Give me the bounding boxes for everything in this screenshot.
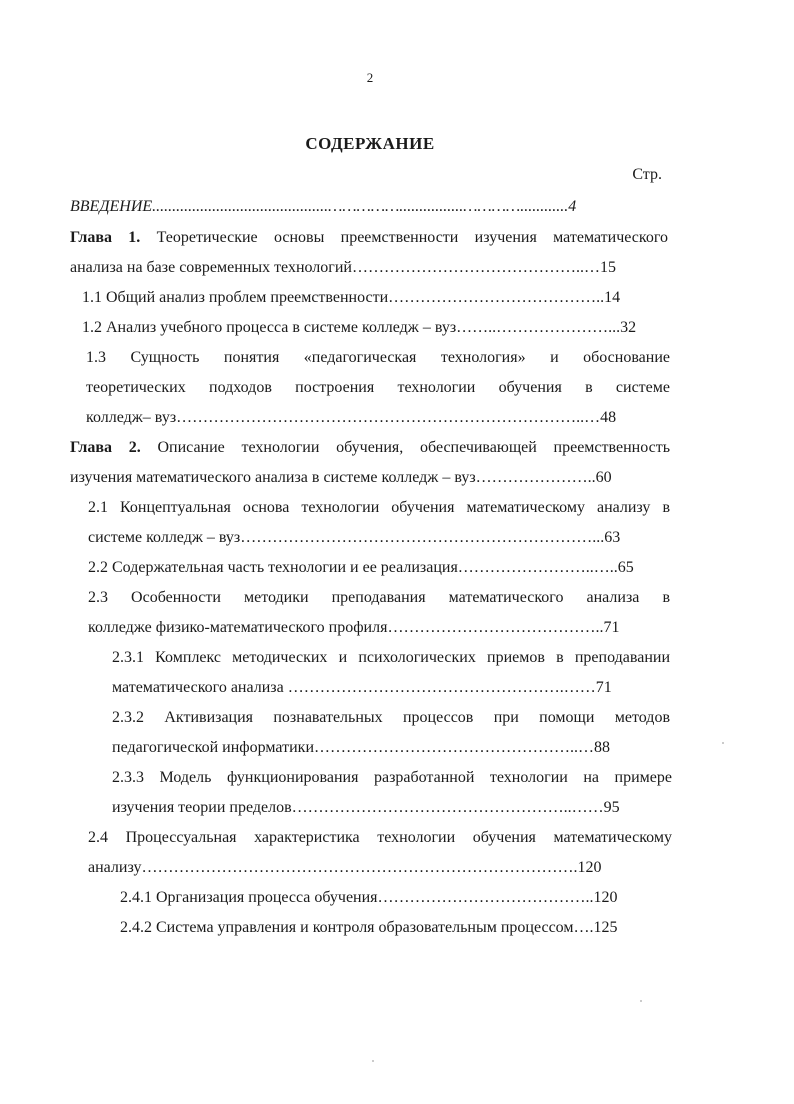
toc-entry-2-1: 2.1 Концептуальная основа технологии обучения математическому анализу в xyxy=(88,499,670,516)
toc-entry-2-3-1-cont: математического анализа …………………………………………….……71 xyxy=(112,679,612,696)
toc-entry-1-3-end: колледж– вуз…………………………………………………………………..…48 xyxy=(86,409,617,426)
toc-entry-1-2: 1.2 Анализ учебного процесса в системе колледж – вуз……..…………………...32 xyxy=(82,319,637,336)
chapter-1-label: Глава 1. xyxy=(70,229,141,246)
toc-entry-intro: ВВЕДЕНИЕ............................................……………................…………............4 xyxy=(70,198,577,215)
toc-entry-chapter-2-cont: изучения математического анализа в системе колледж – вуз…………………..60 xyxy=(70,469,612,486)
toc-entry-1-3: 1.3 Сущность понятия «педагогическая технология» и обоснование xyxy=(86,349,670,366)
toc-entry-chapter-1 xyxy=(70,228,668,248)
toc-entry-2-3-2: 2.3.2 Активизация познавательных процессов при помощи методов xyxy=(112,709,670,726)
chapter-1-title: Теоретические основы преемственности изучения математического xyxy=(140,229,668,246)
toc-entry-2-3-2-cont: педагогической информатики…………………………………………..…88 xyxy=(112,739,610,756)
toc-entry-2-3-3: 2.3.3 Модель функционирования разработанной технологии на примере xyxy=(112,769,672,786)
toc-entry-2-4-2: 2.4.2 Система управления и контроля образовательным процессом….125 xyxy=(120,919,618,936)
toc-entry-2-2: 2.2 Содержательная часть технологии и ее реализация……………………..…..65 xyxy=(88,559,634,576)
toc-entry-1-3-cont: теоретических подходов построения технологии обучения в системе xyxy=(86,379,670,396)
chapter-2-title: Описание технологии обучения, обеспечивающей преемственность xyxy=(140,439,671,456)
toc-entry-chapter-2 xyxy=(70,438,670,458)
page-number: 2 xyxy=(366,70,374,85)
toc-entry-2-3: 2.3 Особенности методики преподавания математического анализа в xyxy=(88,589,670,606)
scan-speck xyxy=(372,1060,374,1062)
toc-entry-chapter-1-cont: анализа на базе современных технологий……………………………………..…15 xyxy=(70,259,616,276)
toc-entry-2-1-cont: системе колледж – вуз…………………………………………………………...63 xyxy=(88,529,621,546)
toc-entry-2-4-1: 2.4.1 Организация процесса обучения…………………………………..120 xyxy=(120,889,618,906)
toc-entry-2-3-1: 2.3.1 Комплекс методических и психологических приемов в преподавании xyxy=(112,649,670,666)
toc-entry-2-3-cont: колледже физико-математического профиля…………………………………..71 xyxy=(88,619,620,636)
chapter-2-label: Глава 2. xyxy=(70,439,141,456)
page-title: СОДЕРЖАНИЕ xyxy=(305,134,435,153)
scan-speck xyxy=(722,742,724,744)
toc-entry-2-4: 2.4 Процессуальная характеристика технологии обучения математическому xyxy=(88,829,672,846)
scan-speck xyxy=(640,1000,642,1002)
toc-entry-2-3-3-cont: изучения теории пределов……………………………………………..……95 xyxy=(112,799,620,816)
page-column-label: Стр. xyxy=(632,166,662,183)
toc-entry-1-1: 1.1 Общий анализ проблем преемственности…………………………………..14 xyxy=(82,289,621,306)
toc-entry-2-4-cont: анализу……………………………………………………………………….120 xyxy=(88,859,602,876)
